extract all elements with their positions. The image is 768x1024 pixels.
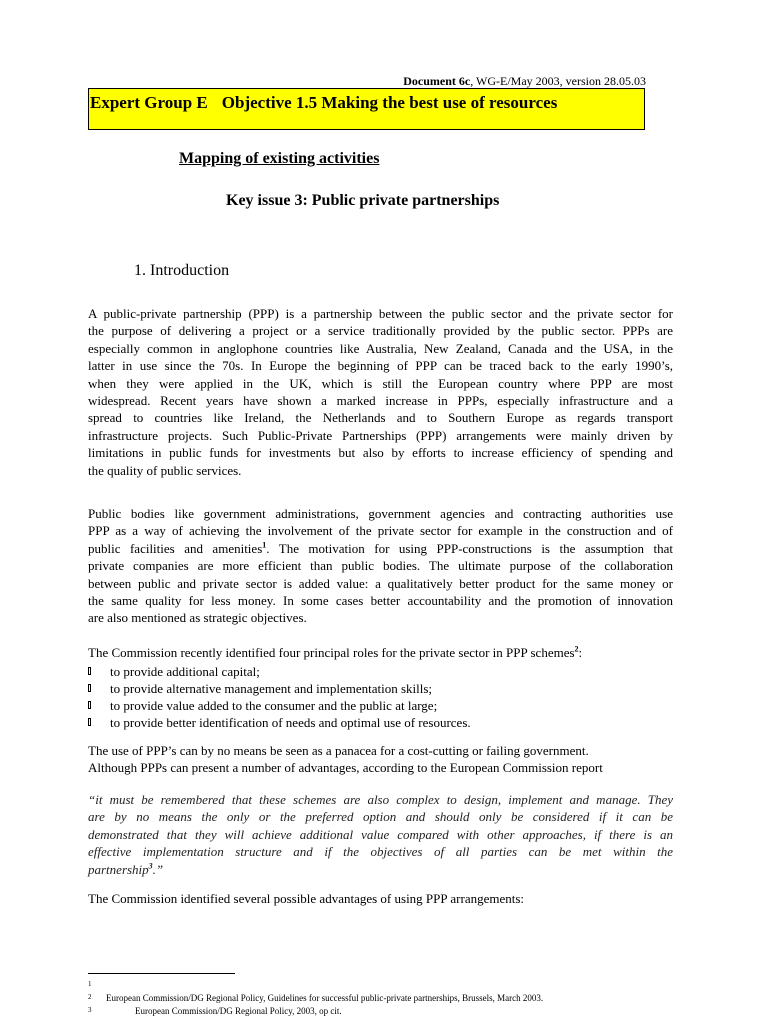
private-sector-roles-list bbox=[88, 663, 471, 731]
footnote-ref-2[interactable]: 2 bbox=[574, 644, 579, 654]
list-item-text: to provide alternative management and implementation skills; bbox=[110, 681, 433, 696]
footnote-3 bbox=[88, 1006, 648, 1016]
quote-line: “it must be remembered that these schemes are also complex to design, implement and manage. They bbox=[88, 792, 673, 807]
list-item-text: to provide value added to the consumer and the public at large; bbox=[110, 698, 438, 713]
p5-line: The Commission identified several possible advantages of using PPP arrangements: bbox=[88, 891, 525, 906]
list-item bbox=[88, 697, 471, 714]
title-banner bbox=[88, 88, 645, 130]
list-item-text: to provide additional capital; bbox=[110, 664, 260, 679]
objective-label: Objective 1.5 Making the best use of resources bbox=[221, 93, 558, 112]
footnote-ref-3[interactable]: 3 bbox=[148, 861, 153, 871]
p2-amenities-text: public facilities and amenities bbox=[88, 540, 263, 556]
p1-line: spread to countries like Ireland, the Netherlands and to Southern Europe as regards transport bbox=[88, 410, 673, 426]
p2-line-3 bbox=[88, 540, 673, 557]
introduction-heading: 1. Introduction bbox=[134, 262, 230, 279]
p4-line: Although PPPs can present a number of advantages, according to the European Commission report bbox=[88, 760, 603, 776]
paragraph-1 bbox=[88, 305, 673, 479]
list-item bbox=[88, 663, 471, 680]
footnote-text: European Commission/DG Regional Policy, 2003, op cit. bbox=[135, 1006, 342, 1016]
bullet-icon bbox=[88, 684, 91, 692]
p1-line: limitations in public funds for investments but also by efforts to increase efficiency of spending and bbox=[88, 445, 673, 461]
paragraph-5 bbox=[88, 890, 673, 907]
bullet-icon bbox=[88, 701, 91, 709]
p1-line: widespread. Recent years have shown a marked increase in PPPs, especially infrastructure and a bbox=[88, 393, 673, 409]
document-reference bbox=[403, 74, 646, 89]
p2-line: the same quality for less money. In some cases better accountability and the promotion of innovation bbox=[88, 593, 673, 609]
p4-line: The use of PPP’s can by no means be seen as a panacea for a cost-cutting or failing government. bbox=[88, 743, 589, 758]
key-issue-heading: Key issue 3: Public private partnerships bbox=[226, 192, 500, 209]
paragraph-3 bbox=[88, 644, 673, 661]
p1-line: A public-private partnership (PPP) is a partnership between the public sector and the private sector for bbox=[88, 306, 673, 321]
paragraph-2 bbox=[88, 505, 673, 627]
footnote-number: 2 bbox=[88, 993, 92, 1001]
p1-line: the purpose of delivering a project or a service traditionally provided by the public sector. PPPs are bbox=[88, 323, 673, 339]
footnote-number: 1 bbox=[88, 980, 92, 988]
quote-line: effective implementation structure and if the objectives of all parties can be met within the bbox=[88, 844, 673, 860]
commission-quote bbox=[88, 791, 673, 878]
paragraph-4 bbox=[88, 742, 673, 777]
bullet-icon bbox=[88, 667, 91, 675]
quote-line: demonstrated that they will achieve additional value compared with other approaches, if there is an bbox=[88, 826, 673, 842]
footnote-2 bbox=[88, 993, 648, 1003]
p1-line: the quality of public services. bbox=[88, 462, 242, 478]
p2-motivation-text: . The motivation for using PPP-constructions is the assumption that bbox=[266, 540, 674, 556]
list-item bbox=[88, 714, 471, 731]
p3-colon: : bbox=[578, 645, 583, 660]
footnote-number: 3 bbox=[88, 1006, 92, 1014]
quote-line: are by no means the only or the preferred option and should only be considered if it can be bbox=[88, 809, 673, 825]
footnote-ref-1[interactable]: 1 bbox=[262, 540, 267, 550]
mapping-heading: Mapping of existing activities bbox=[179, 150, 380, 167]
p3-text: The Commission recently identified four principal roles for the private sector in PPP schemes bbox=[88, 645, 575, 660]
quote-partnership-text: partnership bbox=[88, 861, 149, 877]
p1-line: especially common in anglophone countries like Australia, New Zealand, Canada and the USA, in the bbox=[88, 340, 673, 356]
p1-line: infrastructure projects. Such Public-Private Partnerships (PPP) arrangements were mainly driven by bbox=[88, 427, 673, 443]
footnote-1 bbox=[88, 980, 648, 990]
list-item-text: to provide better identification of needs and optimal use of resources. bbox=[110, 715, 471, 730]
p2-line: Public bodies like government administrations, government agencies and contracting authorities use bbox=[88, 506, 673, 521]
p2-line: between public and private sector is added value: a qualitatively better product for the same money or bbox=[88, 575, 673, 591]
p2-line: are also mentioned as strategic objectives. bbox=[88, 610, 307, 626]
expert-group-label: Expert Group E bbox=[90, 93, 208, 112]
bullet-icon bbox=[88, 718, 91, 726]
document-version: , WG-E/May 2003, version 28.05.03 bbox=[470, 74, 646, 88]
footnote-text: European Commission/DG Regional Policy, Guidelines for successful public-private partnerships, Brussels, March 2003. bbox=[106, 993, 544, 1003]
footnote-divider bbox=[88, 973, 235, 974]
p2-line: PPP as a way of achieving the involvement of the private sector for example in the construction and of bbox=[88, 523, 673, 539]
document-number: Document 6c bbox=[403, 74, 471, 88]
list-item bbox=[88, 680, 471, 697]
p1-line: when they were applied in the UK, which is still the European country where PPP are most bbox=[88, 375, 673, 391]
p2-line: private companies are more efficient than public bodies. The ultimate purpose of the collaboration bbox=[88, 558, 673, 574]
p1-line: latter in use since the 70s. In Europe the beginning of PPP can be traced back to the early 1990’s, bbox=[88, 358, 673, 374]
quote-line-5 bbox=[88, 861, 673, 878]
quote-close: .” bbox=[152, 861, 164, 877]
p3-line bbox=[88, 644, 673, 661]
